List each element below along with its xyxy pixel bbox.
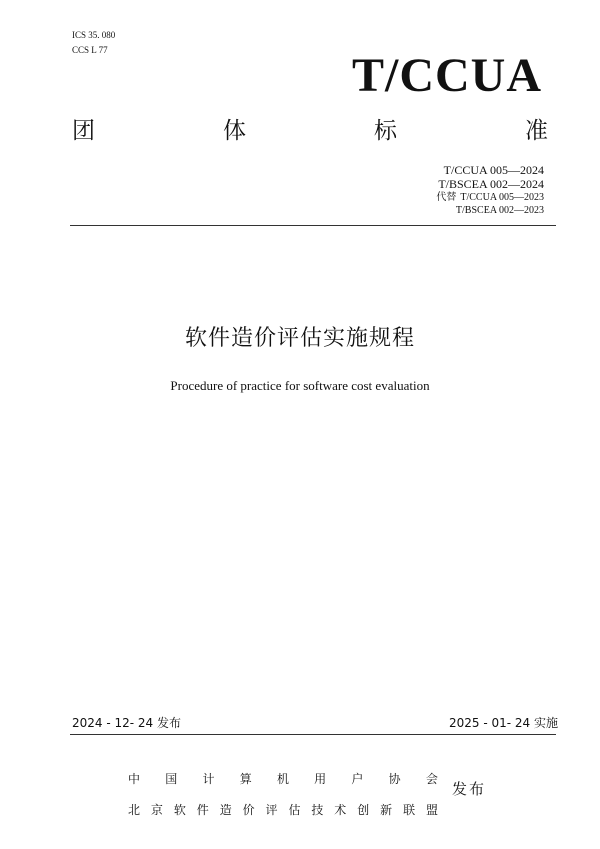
standard-codes [436,163,544,217]
issuer-name [128,764,438,795]
header-divider [70,225,556,226]
issuer-char: 户 [351,772,364,786]
issuer-char: 国 [165,772,178,786]
issuer-char: 会 [425,772,438,786]
issuer-char: 件 [196,803,209,817]
issuer-char: 中 [128,772,141,786]
ics-code: ICS 35. 080 [72,30,116,40]
issuer-char: 软 [173,803,186,817]
ccs-code: CCS L 77 [72,45,108,55]
issuer-char: 北 [128,803,141,817]
replaces-code [436,191,544,204]
document-title-en: Procedure of practice for software cost evaluation [170,378,430,393]
issuer-char: 价 [242,803,255,817]
issuer-char: 计 [202,772,215,786]
standard-kind [72,116,548,146]
publish-date: 2024 - 12- 24 发布 [72,716,181,730]
footer-divider [70,734,556,735]
issuer-char: 算 [239,772,252,786]
issuer-char: 用 [314,772,327,786]
standard-code: T/BSCEA 002—2024 [438,177,544,191]
replaces-code: T/BSCEA 002—2023 [455,205,544,216]
issuer-char: 技 [311,803,324,817]
issuer-char: 评 [265,803,278,817]
replaces-value: T/CCUA 005—2023 [460,192,544,203]
publish-label: 发布 [452,780,487,798]
standard-kind-char: 准 [525,118,548,144]
issuer-char: 协 [388,772,401,786]
standard-kind-char: 体 [223,118,246,144]
issuer-char: 京 [150,803,163,817]
issuer-char: 造 [219,803,232,817]
issuer-char: 联 [403,803,416,817]
effective-date: 2025 - 01- 24 实施 [449,716,558,730]
issuer-char: 机 [276,772,289,786]
issuers [128,764,438,826]
replaces-label: 代替 [436,192,457,203]
issuer-char: 盟 [425,803,438,817]
issuer-char: 创 [357,803,370,817]
issuer-char: 术 [334,803,347,817]
brand-logo-text: T/CCUA [351,49,542,102]
issuer-char: 新 [380,803,393,817]
issuer-name [128,795,438,826]
dates-row [72,715,558,731]
document-title-cn: 软件造价评估实施规程 [184,326,415,351]
standard-kind-char: 标 [374,118,397,144]
standard-kind-char: 团 [72,118,95,144]
standard-code: T/CCUA 005—2024 [443,163,544,177]
issuer-char: 估 [288,803,301,817]
